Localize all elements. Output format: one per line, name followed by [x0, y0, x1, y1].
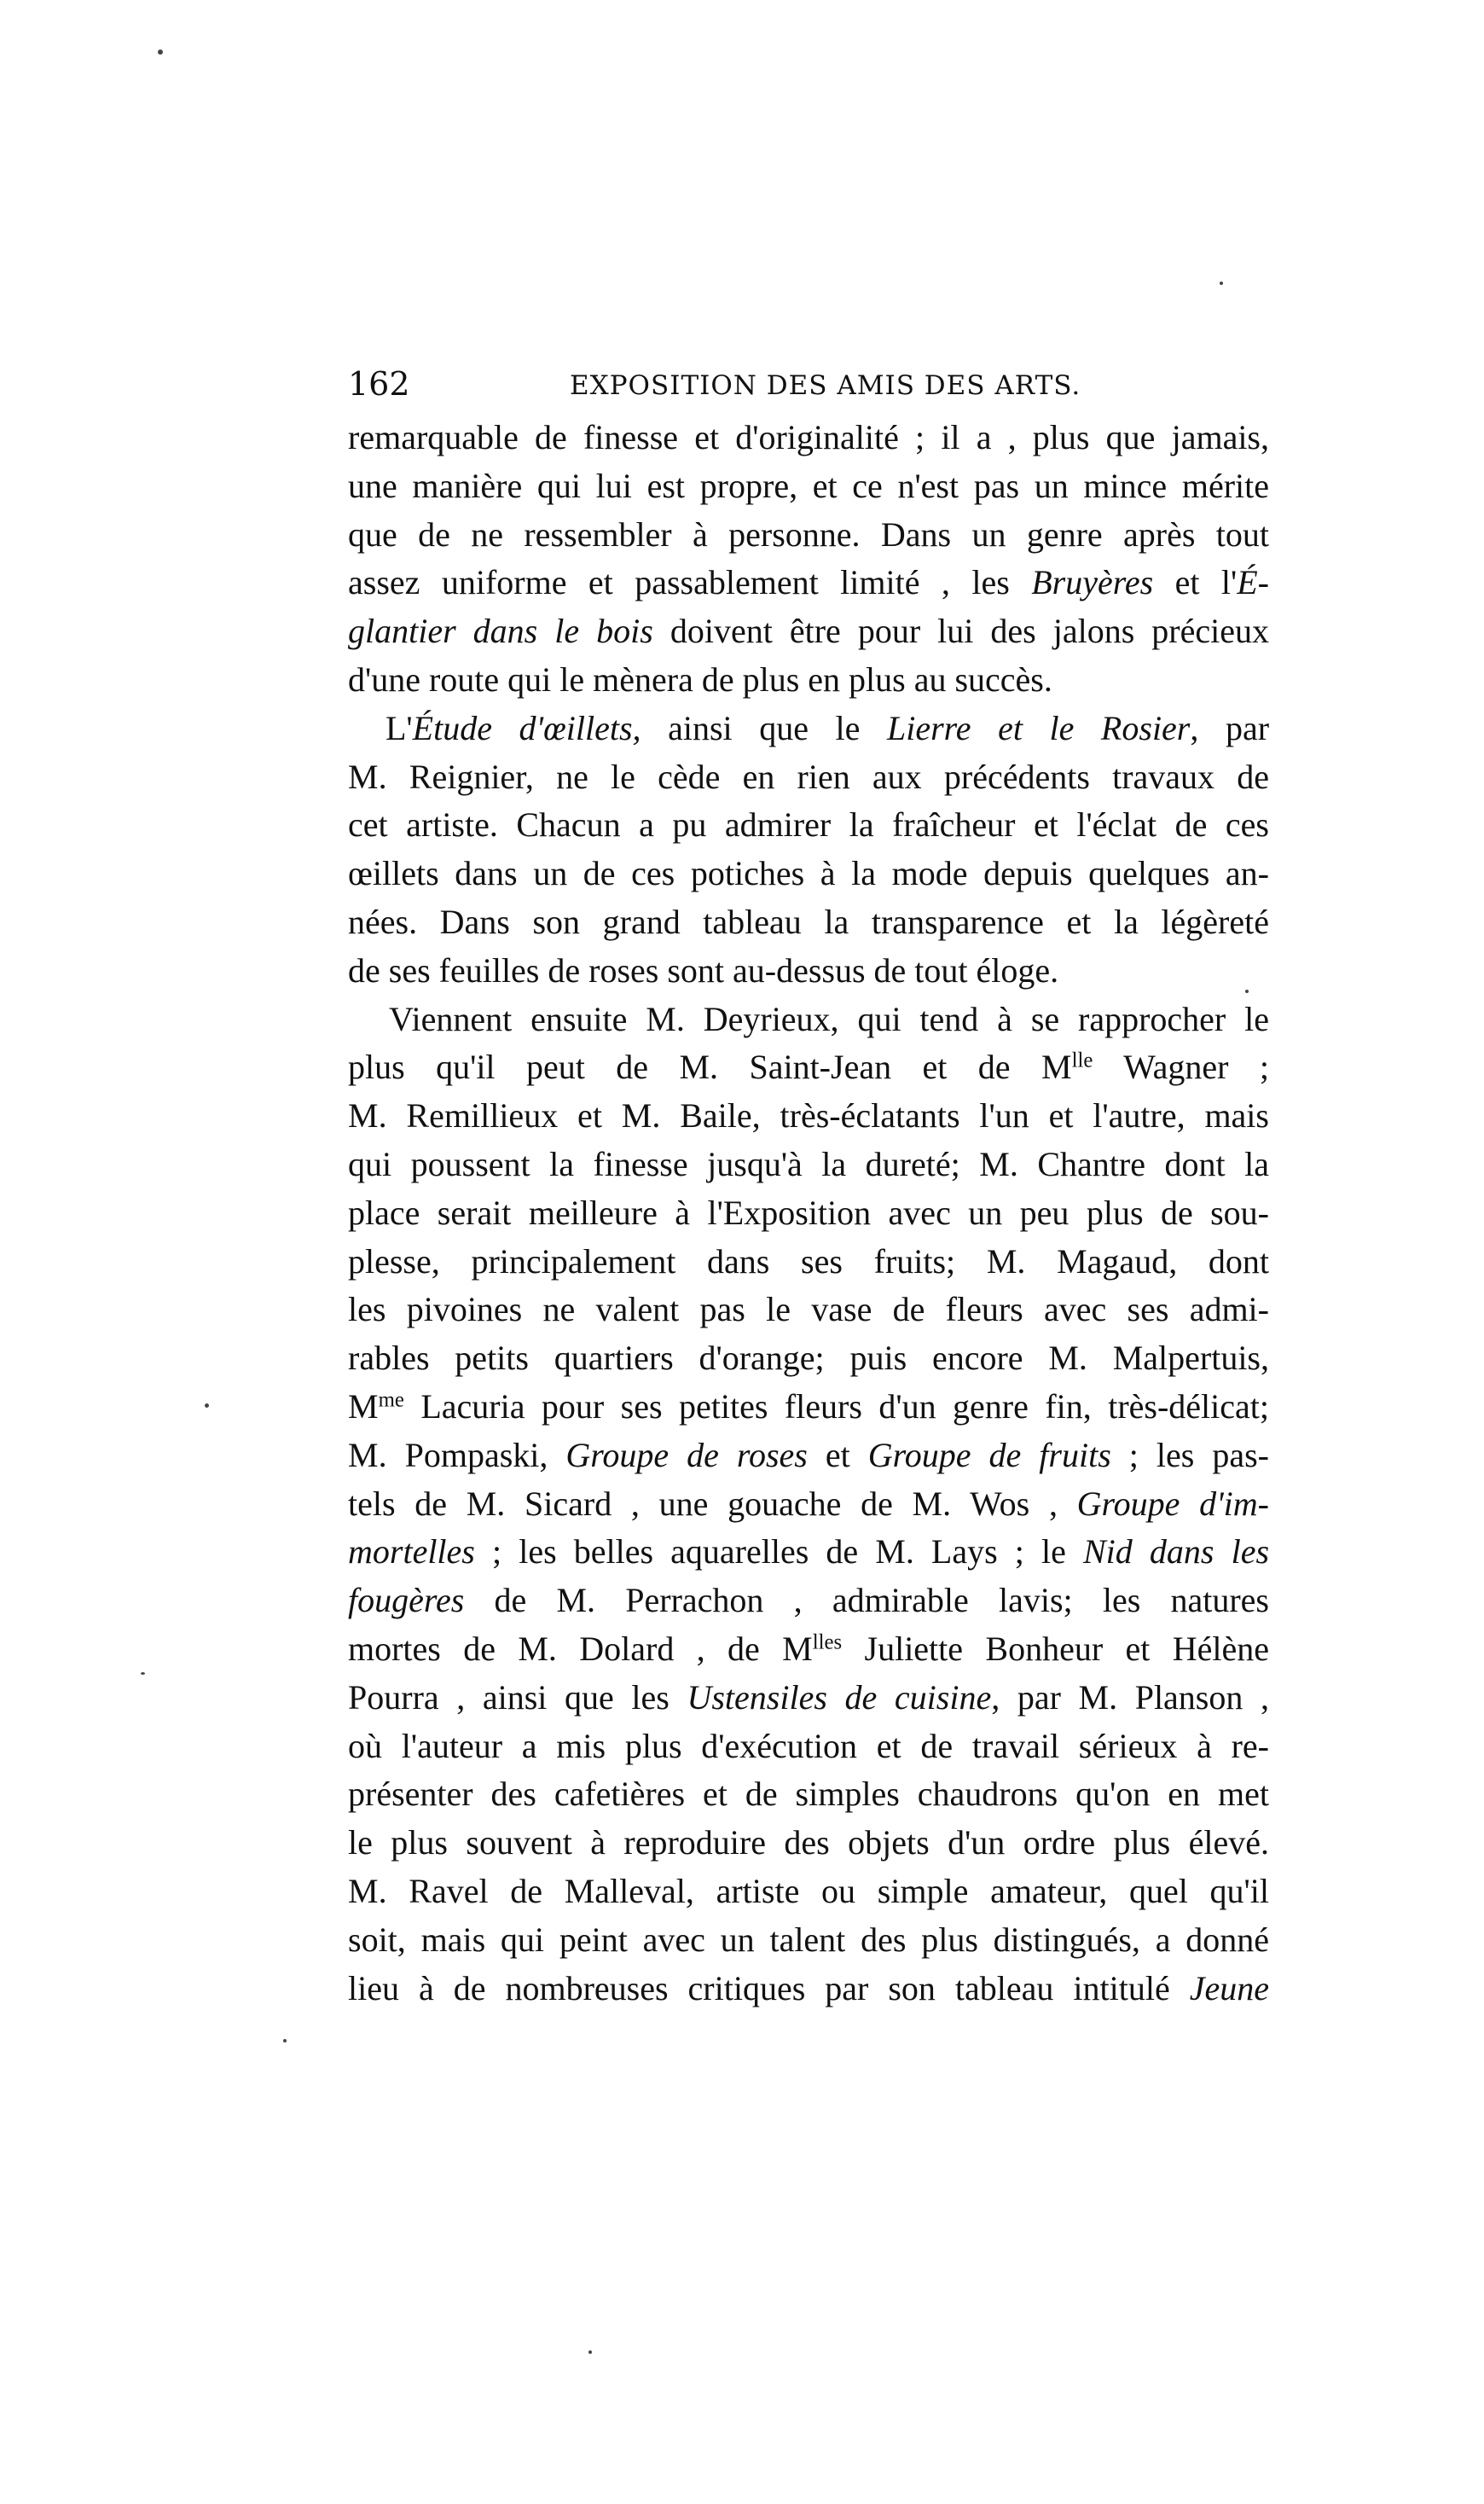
text-line: que de ne ressembler à personne. Dans un genre après tout	[348, 514, 1269, 554]
text-span: ; les belles aquarelles de M. Lays ; le	[474, 1532, 1083, 1572]
superscript: lle	[1071, 1049, 1093, 1072]
text-span: Wagner ;	[1093, 1048, 1269, 1087]
text-span: doivent être pour lui des jalons précieux	[652, 612, 1270, 651]
text-span: ainsi que le	[641, 708, 887, 747]
italic-title: glantier dans le bois	[348, 612, 653, 651]
text-line	[348, 1674, 1269, 1723]
text-line: présenter des cafetières et de simples chaudrons qu'on en met	[348, 1775, 1269, 1814]
text-span: , par M. Planson ,	[991, 1677, 1269, 1717]
italic-title: Groupe de fruits	[867, 1435, 1111, 1474]
text-line: nées. Dans son grand tableau la transparence et la légèreté	[348, 902, 1269, 941]
running-title: EXPOSITION DES AMIS DES ARTS.	[570, 370, 1081, 401]
italic-title: Bruyères	[1031, 563, 1154, 602]
text-line: plesse, principalement dans ses fruits; M. Magaud, dont	[348, 1241, 1269, 1281]
italic-title: Ustensiles de cuisine	[687, 1677, 992, 1717]
scan-speck	[1220, 282, 1223, 285]
text-line: les pivoines ne valent pas le vase de fleurs avec ses admi-	[348, 1290, 1269, 1329]
text-line	[348, 1625, 1269, 1674]
text-line	[348, 1432, 1269, 1480]
text-span: de M. Perrachon , admirable lavis; les natures	[464, 1581, 1269, 1620]
text-line: le plus souvent à reproduire des objets d'un ordre plus élevé.	[348, 1823, 1269, 1862]
italic-title: Jeune	[1189, 1968, 1269, 2007]
text-span: ; les pas-	[1110, 1435, 1269, 1474]
italic-title: Groupe d'im-	[1076, 1484, 1269, 1523]
text-line: œillets dans un de ces potiches à la mode depuis quelques an-	[348, 854, 1269, 893]
text-line: de ses feuilles de roses sont au-dessus de tout éloge.	[348, 950, 1059, 990]
text-line: rables petits quartiers d'orange; puis encore M. Malpertuis,	[348, 1339, 1269, 1378]
text-span: Lacuria pour ses petites fleurs d'un genre fin, très-délicat;	[403, 1386, 1269, 1426]
text-line	[348, 1043, 1269, 1092]
page-number: 162	[348, 365, 410, 403]
italic-title: É-	[1237, 563, 1270, 602]
text-line	[348, 1577, 1269, 1625]
text-span: plus qu'il peut de M. Saint-Jean et de M	[348, 1048, 1072, 1087]
italic-title: Étude d'œillets,	[412, 708, 641, 747]
text-line: M. Ravel de Malleval, artiste ou simple amateur, quel qu'il	[348, 1871, 1269, 1910]
text-span: Pourra , ainsi que les	[348, 1677, 687, 1717]
text-span: assez uniforme et passablement limité , les	[348, 563, 1032, 602]
text-span: lieu à de nombreuses critiques par son tableau intitulé	[348, 1968, 1190, 2007]
text-span: et	[807, 1435, 868, 1474]
text-span: mortes de M. Dolard , de M	[348, 1629, 813, 1668]
text-line: qui poussent la finesse jusqu'à la dureté; M. Chantre dont la	[348, 1144, 1269, 1183]
scan-speck	[588, 2350, 592, 2354]
text-line: une manière qui lui est propre, et ce n'est pas un mince mérite	[348, 466, 1269, 505]
scan-speck	[158, 49, 163, 55]
text-line: où l'auteur a mis plus d'exécution et de travail sérieux à re-	[348, 1726, 1269, 1765]
scan-speck	[283, 2039, 287, 2042]
text-line	[348, 1528, 1269, 1577]
italic-title: mortelles	[348, 1532, 475, 1572]
text-line	[348, 1480, 1269, 1529]
text-span: et l'	[1153, 563, 1238, 602]
superscript: me	[378, 1388, 404, 1412]
scan-speck	[205, 1403, 209, 1408]
text-span: , par	[1190, 708, 1270, 747]
text-span: M	[348, 1386, 379, 1426]
text-span: M. Pompaski,	[348, 1435, 566, 1474]
text-line	[348, 607, 1269, 656]
page-header	[348, 358, 1269, 410]
text-line: M. Remillieux et M. Baile, très-éclatants l'un et l'autre, mais	[348, 1096, 1269, 1136]
italic-title: Nid dans les	[1083, 1532, 1270, 1572]
text-line: soit, mais qui peint avec un talent des plus distingués, a donné	[348, 1920, 1269, 1959]
italic-title: fougères	[348, 1581, 465, 1620]
text-line: d'une route qui le mènera de plus en plus au succès.	[348, 659, 1052, 699]
superscript: lles	[812, 1630, 843, 1654]
text-line: place serait meilleure à l'Exposition avec un peu plus de sou-	[348, 1193, 1269, 1232]
text-line	[348, 1383, 1269, 1432]
text-line	[348, 559, 1269, 607]
text-line	[348, 705, 1269, 753]
body-text	[348, 414, 1269, 2013]
text-line: remarquable de finesse et d'originalité ; il a , plus que jamais,	[348, 418, 1269, 456]
italic-title: Groupe de roses	[565, 1435, 808, 1474]
text-line	[348, 1965, 1269, 2013]
text-line: cet artiste. Chacun a pu admirer la fraîcheur et l'éclat de ces	[348, 805, 1269, 845]
scan-speck	[141, 1672, 145, 1675]
text-line: M. Reignier, ne le cède en rien aux précédents travaux de	[348, 757, 1269, 796]
text-line: Viennent ensuite M. Deyrieux, qui tend à se rapprocher le	[389, 999, 1269, 1038]
text-span: Juliette Bonheur et Hélène	[842, 1629, 1269, 1668]
text-span: tels de M. Sicard , une gouache de M. Wos ,	[348, 1484, 1077, 1523]
text-span: L'	[385, 708, 413, 747]
italic-title: Lierre et le Rosier	[886, 708, 1191, 747]
